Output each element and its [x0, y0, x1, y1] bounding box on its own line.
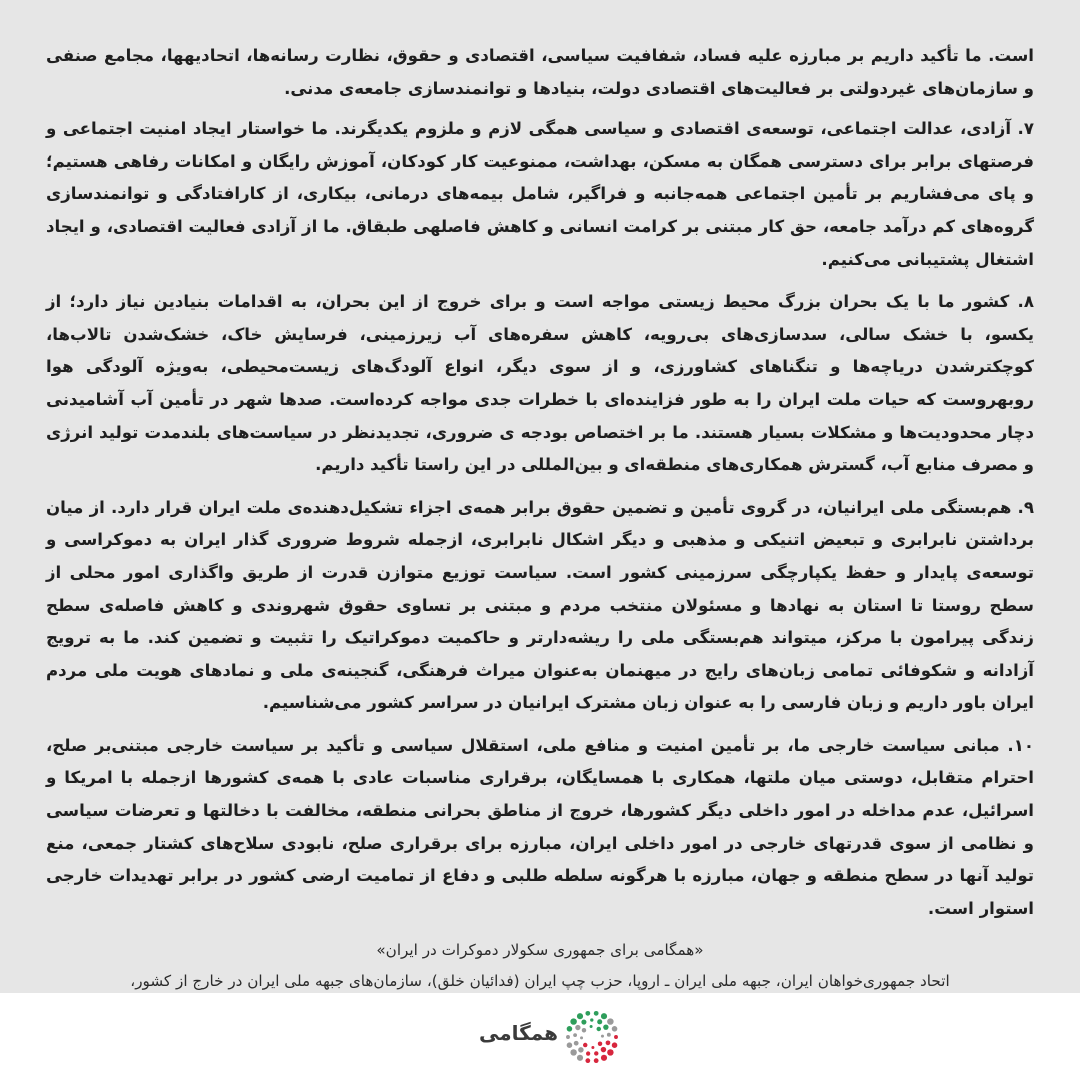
logo-dot: [594, 1051, 598, 1055]
logo-dot: [601, 1047, 606, 1052]
logo-dot: [606, 1040, 611, 1045]
logo-dot: [603, 1024, 608, 1029]
logo-dot: [574, 1041, 579, 1046]
logo-dot: [570, 1018, 576, 1024]
logo-dot: [585, 1011, 590, 1016]
logo-dot: [612, 1042, 618, 1048]
logo-dot: [580, 1036, 583, 1039]
paragraph-9: ۹. هم‌بستگی ملی ایرانیان، در گروی تأمین و تضمین حقوق برابر همه‌ی اجزاء تشکیل‌دهنده‌ی ملت ایران قرار دارد. از میان برداشتن نابرابری و تبعیض اتنیکی و مذهبی و دیگر اشکال نابرابری، ازجمله شروط ضروری گذار ایران به دموکراسی و توسعه‌ی پایدار و حفظ یکپارچگی سرزمینی کشور است. سیاست توزیع متوازن قدرت از طریق واگذاری امور محلی از سطح روستا تا استان به نهادها و مسئولان منتخب مردم و مبتنی بر تساوی حقوق شهروندی و کاهش فاصله‌ی سطح زندگی پیرامون با مرکز، میتواند هم‌بستگی ملی را ریشه‌دارتر و حاکمیت دموکراتیک را تثبیت و تضمین کند. ما به ترویج آزادانه و شکوفائی تمامی زبان‌های رایج در میهنمان به‌عنوان میراث فرهنگی، گنجینه‌ی ملی و نمادهای هویت ملی مردم ایران باور داریم و زبان فارسی را به عنوان زبان مشترک ایرانیان در سراسر کشور می‌شناسیم.: [46, 497, 1034, 713]
logo-dot: [590, 1018, 593, 1021]
logo-dot: [612, 1026, 618, 1032]
logo-dot: [591, 1046, 594, 1049]
logo-dot: [586, 1051, 590, 1055]
dotted-circle-logo-icon: [564, 1009, 620, 1065]
logo-dot: [575, 1025, 580, 1030]
logo-dot: [594, 1058, 599, 1063]
logo-dot: [566, 1035, 570, 1039]
logo-dot: [583, 1043, 587, 1047]
logo-dot: [585, 1058, 590, 1063]
logo-dot: [601, 1035, 604, 1038]
logo-dot: [573, 1033, 577, 1037]
paragraph-10: ۱۰. مبانی سیاست خارجی ما، بر تأمین امنیت و منافع ملی، استقلال سیاسی و تأکید بر سیاست خارجی مبتنی‌بر صلح، احترام متقابل، دوستی میان ملتها، همکاری با همسایگان، برقراری مناسبات عادی با همه‌ی کشورها ازجمله با امریکا و اسرائیل، عدم مداخله در امور داخلی دیگر کشورها، خروج از مناطق بحرانی منطقه، مخالفت با دخالتها و تعرضات سیاسی و نظامی از سوی قدرتهای خارجی در امور داخلی ایران، مبارزه برای برقراری صلح، نابودی سلاح‌های کشتار جمعی، منع تولید آنها در سطح منطقه و جهان، مبارزه با هرگونه سلطه طلبی و دفاع از تمامیت ارضی کشور در برابر تهدیدات خارجی استوار است.: [46, 735, 1034, 918]
logo-dot: [578, 1047, 583, 1052]
logo-dot: [567, 1042, 573, 1048]
paragraph-7: ۷. آزادی، عدالت اجتماعی، توسعه‌ی اقتصادی و سیاسی همگی لازم و ملزوم یکدیگرند. ما خواستار ایجاد امنیت اجتماعی و فرصتهای برابر برای دسترسی همگان به مسکن، بهداشت، ممنوعیت کار کودکان، آموزش رایگان و امکانات رفاهی هستیم؛ و پای می‌فشاریم بر تأمین اجتماعی همه‌جانبه و فراگیر، شامل بیمه‌های درمانی، بیکاری، از کارافتادگی و توانمندسازی گروه‌های کم درآمد جامعه، حق کار مبتنی بر کرامت انسانی و کاهش فاصلهی طبقاق. ما از آزادی فعالیت اقتصادی، و ایجاد اشتغال پشتیبانی می‌کنیم.: [46, 119, 1034, 269]
logo-dot: [601, 1013, 607, 1019]
logo-dot: [614, 1035, 618, 1039]
logo-dot: [598, 1042, 602, 1046]
logo-dot: [607, 1049, 613, 1055]
paragraph-8: ۸. کشور ما با یک بحران بزرگ محیط زیستی مواجه است و برای خروج از این بحران، به اقدامات بنیادین نیاز دارد؛ از یکسو، با خشک سالی، سدسازی‌های بی‌رویه، کاهش سفره‌های آب زیرزمینی، فرسایش خاک، خشک‌شدن تالاب‌ها، کوچکترشدن دریاچه‌ها و تنگناهای کشاورزی، و از سوی دیگر، انواع آلودگ‌های زیست‌محیطی، به‌ویژه آلودگی هوا روبهروست که حیات ملت ایران را به طور فزاینده‌ای با خطرات جدی مواجه کرده‌است. صدها شهر در تأمین آب آشامیدنی دچار محدودیت‌ها و مشکلات بسیار هستند. ما بر اختصاص بودجه ی ضروری، تجدیدنظر در سیاست‌های بلندمدت تولید انرژی و مصرف منابع آب، گسترش همکاری‌های منطقه‌ای و بین‌المللی در این راستا تأکید داریم.: [46, 292, 1034, 475]
paragraph-intro: است. ما تأکید داریم بر مبارزه علیه فساد، شفافیت سیاسی، اقتصادی و حقوق، نظارت رسانه‌ها، اتحادیهها، مجامع صنفی و سازمان‌های غیردولتی بر فعالیت‌های اقتصادی دولت، بنیادها و توانمندسازی جامعه‌ی مدنی.: [46, 46, 1034, 98]
logo-dot: [597, 1027, 601, 1031]
logo-dot: [607, 1018, 613, 1024]
logo-dot: [570, 1049, 576, 1055]
signature-title: «همگامی برای جمهوری سکولار دموکرات در ایران»: [376, 941, 704, 960]
logo-dot: [567, 1026, 573, 1032]
logo-dot: [577, 1013, 583, 1019]
logo-dot: [590, 1025, 593, 1028]
logo-dot: [601, 1055, 607, 1061]
logo: [460, 1007, 620, 1067]
logo-text: همگامی: [478, 1021, 558, 1045]
logo-dot: [597, 1019, 602, 1024]
logo-dot: [577, 1055, 583, 1061]
logo-dot: [581, 1019, 586, 1024]
logo-dot: [582, 1028, 586, 1032]
signature-organizations: اتحاد جمهوری‌خواهان ایران، جبهه ملی ایران ـ اروپا، حزب چپ ایران (فدائیان خلق)، سازمان‌های جبهه ملی ایران در خارج از کشور،: [130, 972, 950, 991]
logo-dot: [594, 1011, 599, 1016]
logo-dot: [607, 1033, 611, 1037]
footer: [0, 993, 1080, 1080]
